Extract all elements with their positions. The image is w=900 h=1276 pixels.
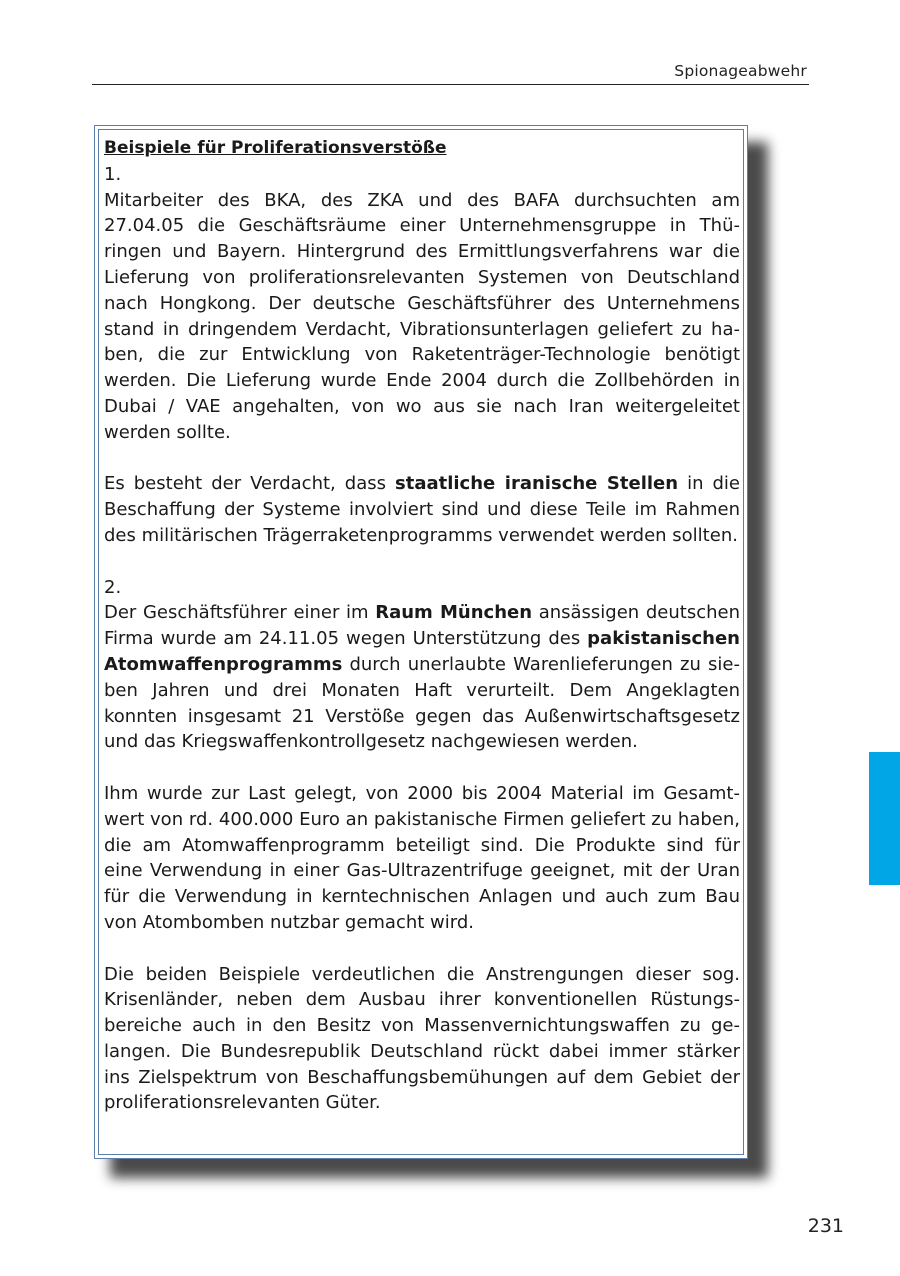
- box-heading: Beispiele für Proliferationsverstöße: [104, 138, 447, 158]
- case-2-paragraph-2: Ihm wurde zur Last gelegt, von 2000 bis 2004 Material im Gesamtwert von rd. 400.000 Euro an pakistanische Firmen geliefert zu haben, die am Atomwaffenprogramm beteiligt sind. Die Produkte sind für eine Verwendung in einer Gas-Ultrazentrifuge geeignet, mit der Uran für die Verwendung in kerntechnischen Anlagen und auch zum Bau von Atombomben nutzbar gemacht wird.: [104, 782, 740, 933]
- emphasis-text: staatliche iranische Stellen: [395, 473, 679, 495]
- conclusion-paragraph: Die beiden Beispiele verdeutlichen die Anstrengungen dieser sog. Krisenländer, neben dem Ausbau ihrer konventionellen Rüstungsbereiche auch in den Besitz von Massenvernichtungswaffen zu gelangen. Die Bundesrepublik Deutschland rückt dabei immer stärker ins Zielspektrum von Beschaffungsbemühungen auf dem Gebiet der proliferationsrelevanten Güter.: [104, 963, 740, 1114]
- chapter-tab-marker: [869, 752, 900, 885]
- emphasis-text: Raum München: [375, 602, 533, 624]
- emphasis-text: pakistanischen Atomwaffenprogramms: [104, 628, 740, 675]
- case-2-paragraph-1: Der Geschäftsführer einer im Raum München ansässigen deutschen Firma wurde am 24.11.05 wegen Unterstützung des pakistanischen Atomwaffenprogramms durch unerlaubte Warenlieferungen zu sieben Jahren und drei Monaten Haft verurteilt. Dem Angeklagten konnten insgesamt 21 Verstöße gegen das Außenwirtschaftsgesetz und das Kriegswaffenkontrollgesetz nachgewiesen werden.: [104, 602, 740, 753]
- section-title: Spionageabwehr: [674, 62, 807, 80]
- case-2-number: 2.: [104, 576, 122, 598]
- running-header: [92, 62, 809, 85]
- case-1-paragraph-2: Es besteht der Verdacht, dass staatliche iranische Stellen in die Beschaffung der Systeme involviert sind und diese Teile im Rahmen des militärischen Trägerraketenprogramms verwendet werden sollten.: [104, 473, 741, 546]
- case-1-paragraph-1: Mitarbeiter des BKA, des ZKA und des BAFA durchsuchten am 27.04.05 die Geschäftsräume einer Unternehmensgruppe in Thüringen und Bayern. Hintergrund des Ermittlungsverfahrens war die Lieferung von proliferationsrelevanten Systemen von Deutschland nach Hongkong. Der deutsche Geschäftsführer des Unternehmens stand in dringendem Verdacht, Vibrationsunterlagen geliefert zu haben, die zur Entwicklung von Raketenträger-Technologie benötigt werden. Die Lieferung wurde Ende 2004 durch die Zollbehörden in Dubai / VAE angehalten, von wo aus sie nach Iran weitergeleitet werden sollte.: [104, 189, 740, 443]
- case-1-number: 1.: [104, 163, 122, 185]
- example-box-content: [104, 135, 740, 1116]
- page-number: 231: [807, 1215, 844, 1237]
